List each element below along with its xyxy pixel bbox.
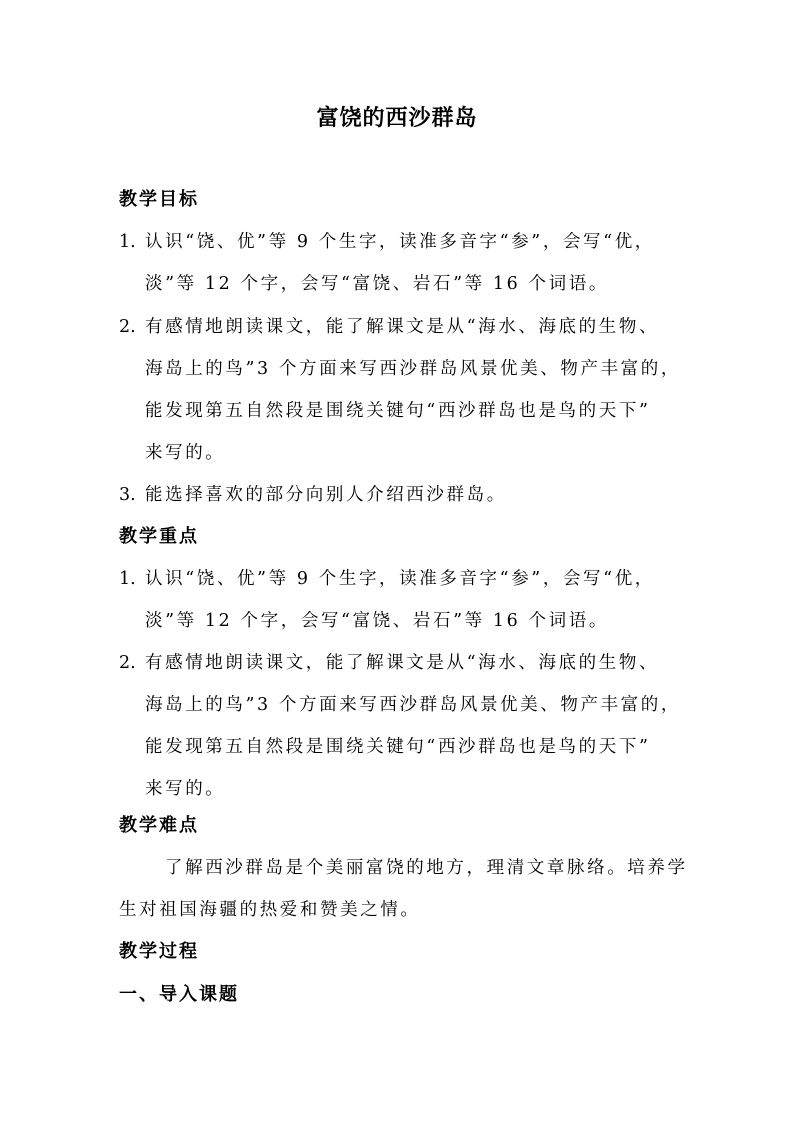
difficulties-line-2: 生对祖国海疆的热爱和赞美之情。	[119, 900, 421, 920]
section-heading-process: 教学过程	[119, 941, 199, 962]
goals-item-2-line-2: 海岛上的鸟”3 个方面来写西沙群岛风景优美、物产丰富的，	[145, 359, 681, 379]
goals-item-1-text: 认识“饶、优”等 9 个生字，读准多音字“参”，会写“优，	[145, 232, 655, 252]
goals-item-2-text: 有感情地朗读课文，能了解课文是从“海水、海底的生物、	[145, 317, 660, 337]
key-points-item-2-number: 2.	[119, 653, 136, 673]
goals-item-1-line-1	[119, 227, 655, 257]
key-points-item-1-line-1	[119, 564, 655, 594]
section-heading-difficulties: 教学难点	[119, 815, 199, 836]
goals-item-2-line-3: 能发现第五自然段是围绕关键句“西沙群岛也是鸟的天下”	[145, 401, 651, 421]
key-points-item-2-line-2: 海岛上的鸟”3 个方面来写西沙群岛风景优美、物产丰富的，	[145, 695, 681, 715]
goals-item-3-text: 能选择喜欢的部分向别人介绍西沙群岛。	[145, 485, 507, 505]
goals-item-2-number: 2.	[119, 317, 136, 337]
goals-item-2-line-1	[119, 312, 659, 342]
section-heading-goals: 教学目标	[119, 189, 199, 210]
key-points-item-2-line-4: 来写的。	[145, 779, 226, 799]
goals-item-2-line-4: 来写的。	[145, 443, 226, 463]
key-points-item-1-line-2: 淡”等 12 个字，会写“富饶、岩石”等 16 个词语。	[145, 611, 609, 631]
key-points-item-1-number: 1.	[119, 569, 136, 589]
difficulties-line-1: 了解西沙群岛是个美丽富饶的地方，理清文章脉络。培养学	[165, 858, 688, 878]
goals-item-1-number: 1.	[119, 232, 136, 252]
goals-item-1-line-2: 淡”等 12 个字，会写“富饶、岩石”等 16 个词语。	[145, 274, 609, 294]
key-points-item-2-text: 有感情地朗读课文，能了解课文是从“海水、海底的生物、	[145, 653, 660, 673]
goals-item-3-number: 3.	[119, 485, 136, 505]
document-title: 富饶的西沙群岛	[316, 105, 478, 131]
process-subheading-intro: 一、导入课题	[119, 984, 239, 1005]
section-heading-key-points: 教学重点	[119, 526, 199, 547]
key-points-item-2-line-1	[119, 648, 659, 678]
key-points-item-1-text: 认识“饶、优”等 9 个生字，读准多音字“参”，会写“优，	[145, 569, 655, 589]
key-points-item-2-line-3: 能发现第五自然段是围绕关键句“西沙群岛也是鸟的天下”	[145, 737, 651, 757]
goals-item-3-line-1	[119, 480, 507, 510]
